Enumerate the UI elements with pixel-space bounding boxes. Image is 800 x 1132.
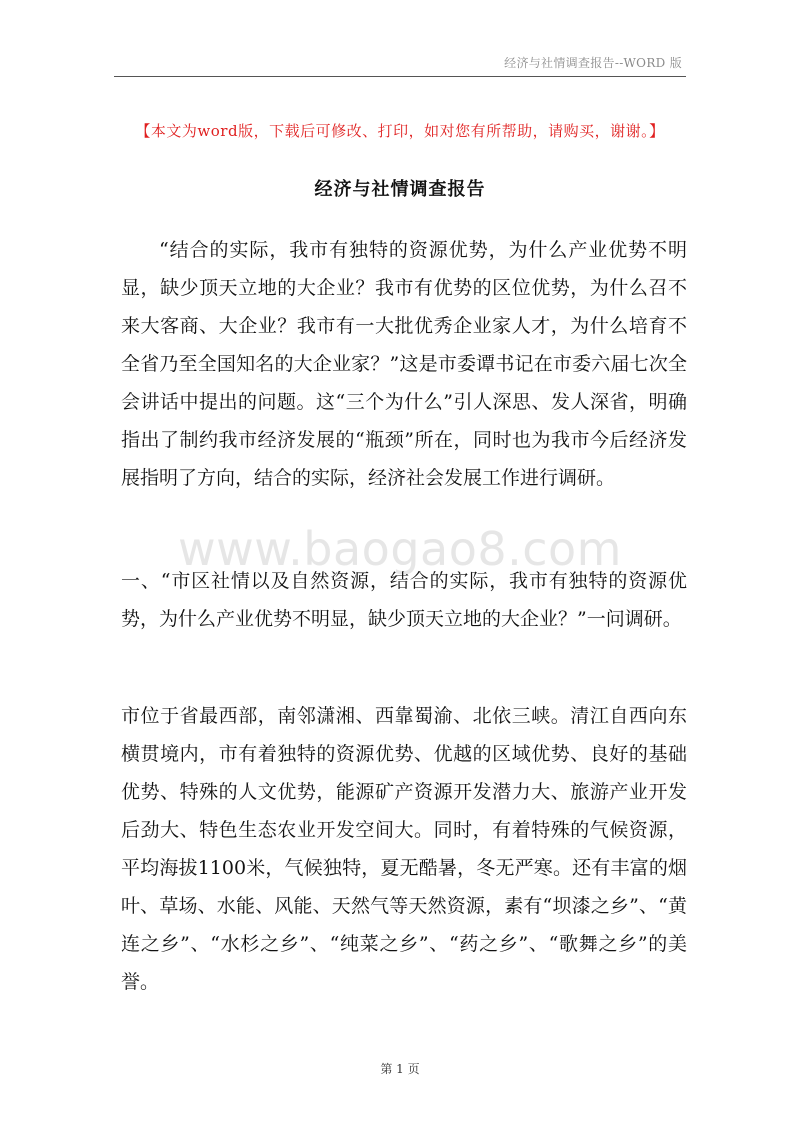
watermark: www.baogao8.com <box>178 522 622 576</box>
purchase-notice: 【本文为word版，下载后可修改、打印，如对您有所帮助，请购买，谢谢。】 <box>135 122 665 140</box>
page-number: 第 1 页 <box>380 1062 420 1076</box>
paragraph-intro: “结合的实际，我市有独特的资源优势，为什么产业优势不明显，缺少顶天立地的大企业？我市有优势的区位优势，为什么召不来大客商、大企业？我市有一大批优秀企业家人才，为什么培育不全省乃至全国知名的大企业家？”这是市委谭书记在市委六届七次全会讲话中提出的问题。这“三个为什么”引人深思、发人深省，明确指出了制约我市经济发展的“瓶颈”所在，同时也为我市今后经济发展指明了方向，结合的实际，经济社会发展工作进行调研。 <box>121 239 687 489</box>
paragraph-resources: 市位于省最西部，南邻潇湘、西靠蜀渝、北依三峡。清江自西向东横贯境内，市有着独特的资源优势、优越的区域优势、良好的基础优势、特殊的人文优势，能源矿产资源开发潜力大、旅游产业开发后劲大、特色生态农业开发空间大。同时，有着特殊的气候资源，平均海拔1100米，气候独特，夏无酷暑，冬无严寒。还有丰富的烟叶、草场、水能、风能、天然气等天然资源，素有“坝漆之乡”、“黄连之乡”、“水杉之乡”、“纯菜之乡”、“药之乡”、“歌舞之乡”的美誉。 <box>121 705 687 993</box>
running-header: 经济与社情调查报告--WORD 版 <box>504 56 682 70</box>
document-title: 经济与社情调查报告 <box>314 179 486 200</box>
header-divider <box>114 76 686 77</box>
paragraph-section-heading: 一、“市区社情以及自然资源，结合的实际，我市有独特的资源优势，为什么产业优势不明显，缺少顶天立地的大企业？”一问调研。 <box>121 570 687 630</box>
